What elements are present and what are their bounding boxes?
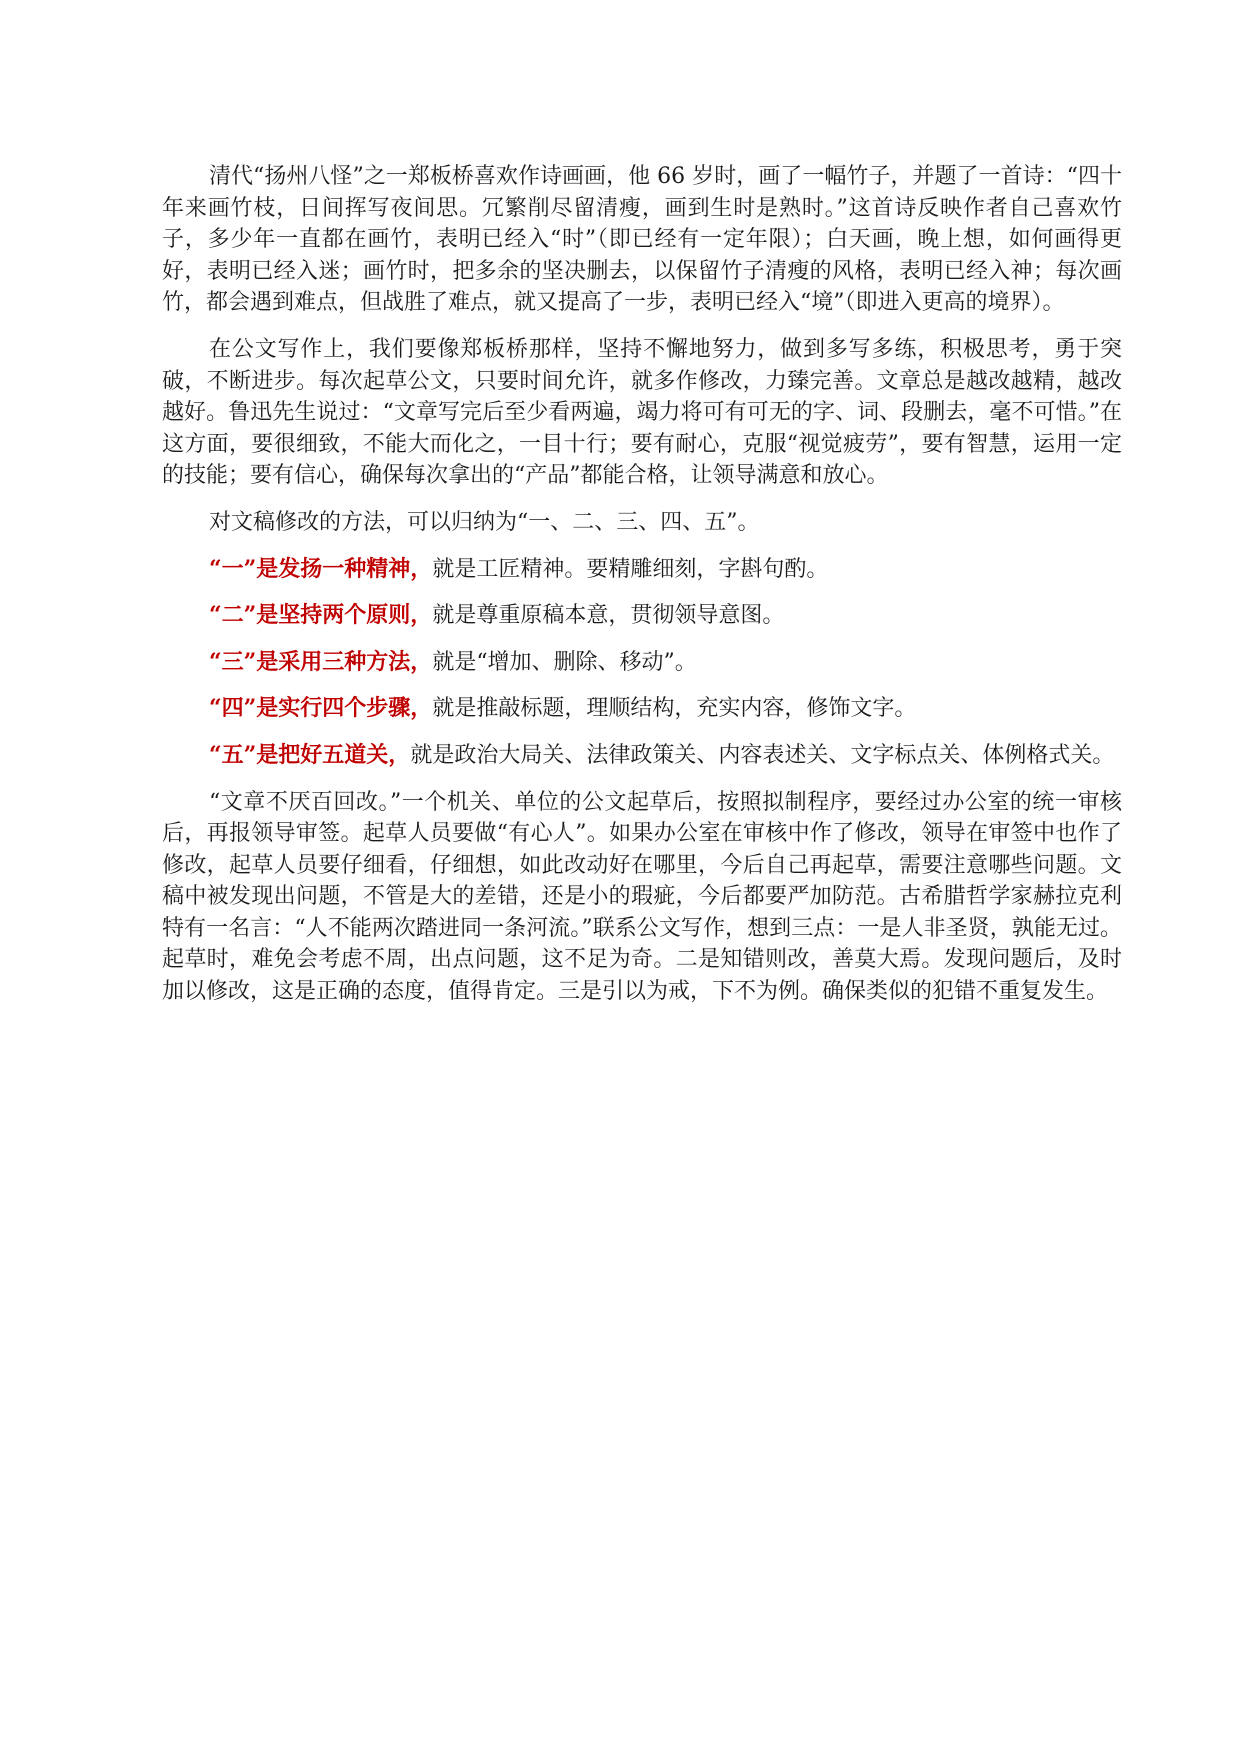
point-four — [162, 693, 1122, 725]
point-one — [162, 554, 1122, 586]
point-five-heading: “五”是把好五道关， — [209, 741, 411, 768]
point-two-heading: “二”是坚持两个原则， — [209, 602, 433, 629]
point-five — [162, 740, 1122, 772]
paragraph-zheng-banqiao: 清代“扬州八怪”之一郑板桥喜欢作诗画画，他 66 岁时，画了一幅竹子，并题了一首诗：“四十年来画竹枝，日间挥写夜间思。冗繁削尽留清瘦，画到生时是熟时。”这首诗反映作者自己喜欢竹子，多少年一直都在画竹，表明已经入“时”（即已经有一定年限）；白天画，晚上想，如何画得更好，表明已经入迷；画竹时，把多余的坚决删去，以保留竹子清瘦的风格，表明已经入神；每次画竹，都会遇到难点，但战胜了难点，就又提高了一步，表明已经入“境”（即进入更高的境界）。 — [162, 164, 1122, 316]
point-two — [162, 600, 1122, 632]
document-page — [162, 161, 1122, 1023]
point-three-heading: “三”是采用三种方法， — [209, 648, 433, 675]
paragraph-writing-practice: 在公文写作上，我们要像郑板桥那样，坚持不懈地努力，做到多写多练，积极思考，勇于突破，不断进步。每次起草公文，只要时间允许，就多作修改，力臻完善。文章总是越改越精，越改越好。鲁迅先生说过：“文章写完后至少看两遍，竭力将可有可无的字、词、段删去，毫不可惜。”在这方面，要很细致，不能大而化之，一目十行；要有耐心，克服“视觉疲劳”，要有智慧，运用一定的技能；要有信心，确保每次拿出的“产品”都能合格，让领导满意和放心。 — [162, 336, 1122, 489]
point-one-heading: “一”是发扬一种精神， — [209, 555, 433, 582]
point-two-body: 就是尊重原稿本意，贯彻领导意图。 — [432, 603, 785, 629]
paragraph-method-summary: 对文稿修改的方法，可以归纳为“一、二、三、四、五”。 — [209, 509, 760, 535]
point-four-body: 就是推敲标题，理顺结构，充实内容，修饰文字。 — [432, 696, 917, 722]
point-three — [162, 647, 1122, 679]
point-five-body: 就是政治大局关、法律政策关、内容表述关、文字标点关、体例格式关。 — [410, 742, 1115, 768]
point-one-body: 就是工匠精神。要精雕细刻，字斟句酌。 — [432, 556, 829, 582]
paragraph-closing: “文章不厌百回改。”一个机关、单位的公文起草后，按照拟制程序，要经过办公室的统一审核后，再报领导审签。起草人员要做“有心人”。如果办公室在审核中作了修改，领导在审签中也作了修改，起草人员要仔细看，仔细想，如此改动好在哪里，今后自己再起草，需要注意哪些问题。文稿中被发现出问题，不管是大的差错，还是小的瑕疵，今后都要严加防范。古希腊哲学家赫拉克利特有一名言：“人不能两次踏进同一条河流。”联系公文写作，想到三点：一是人非圣贤，孰能无过。起草时，难免会考虑不周，出点问题，这不足为奇。二是知错则改，善莫大焉。发现问题后，及时加以修改，这是正确的态度，值得肯定。三是引以为戒，下不为例。确保类似的犯错不重复发生。 — [162, 789, 1122, 1005]
point-three-body: 就是“增加、删除、移动”。 — [432, 649, 697, 675]
point-four-heading: “四”是实行四个步骤， — [209, 695, 433, 722]
